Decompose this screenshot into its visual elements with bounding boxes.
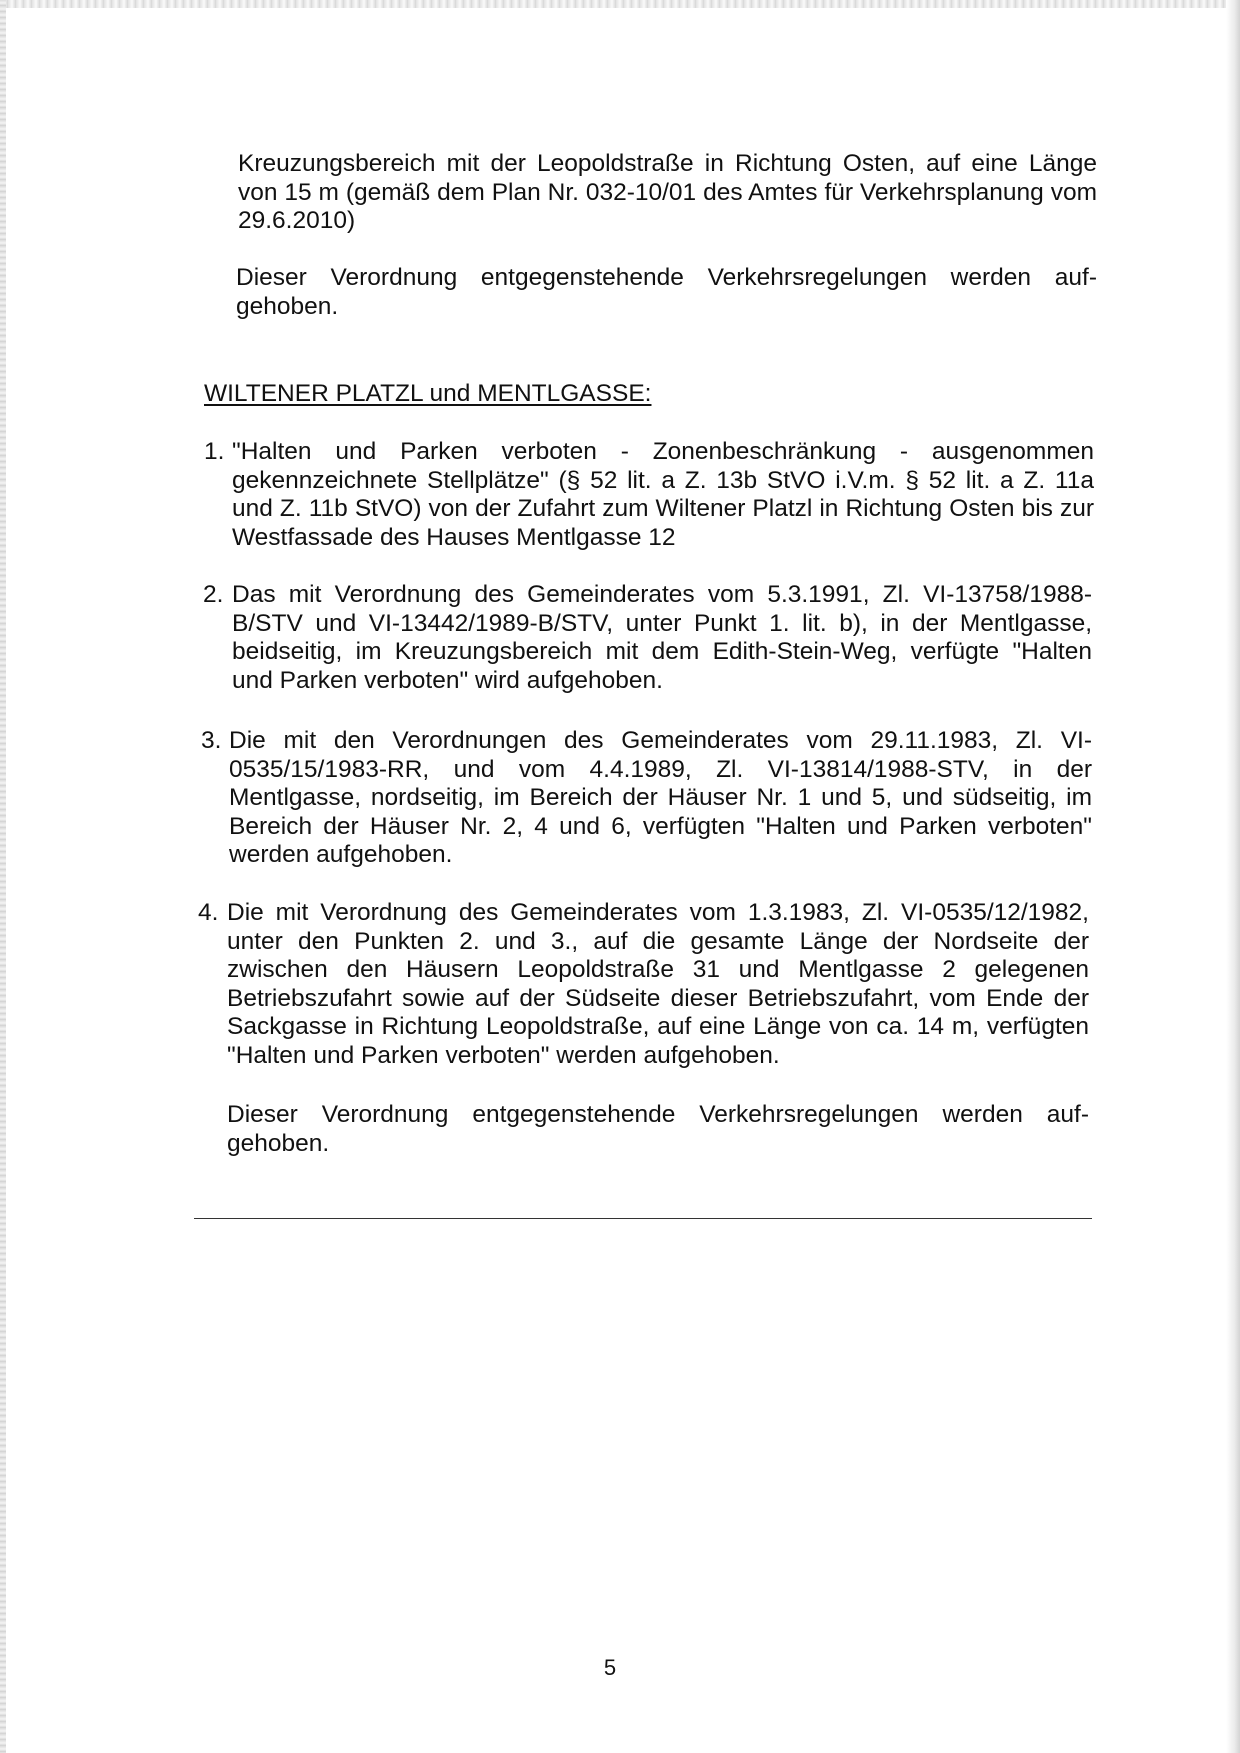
list-item-text: Die mit Verordnung des Gemeinderates vom 1.3.1983, Zl. VI-0535/12/1982, unter den Punkten 2. und 3., auf die gesamte Länge der Nordseite der zwischen den Häusern Leopoldstraße 31 und Mentlgasse 2 gelegenen Betriebszufahrt sowie auf der Südseite dieser Betriebszufahrt, vom Ende der Sackgasse in Richtung Leopoldstraße, auf eine Länge von ca. 14 m, verfügten "Halten und Parken verboten" werden aufgehoben. <box>227 899 1089 1069</box>
scan-edge-left <box>0 0 6 1753</box>
list-item-number: 1. <box>204 438 225 465</box>
intro-continuation-paragraph: Kreuzungsbereich mit der Leopoldstraße in Richtung Osten, auf eine Länge von 15 m (gemäß dem Plan Nr. 032-10/01 des Amtes für Verkehrsplanung vom 29.6.2010) <box>238 150 1097 234</box>
list-item-number: 2. <box>203 581 224 608</box>
list-item-number: 4. <box>198 899 219 926</box>
section-repeal-note: Dieser Verordnung entgegenstehende Verkehrsregelungen werden aufgehoben. <box>227 1101 1089 1157</box>
page-number: 5 <box>603 1655 617 1680</box>
list-item-text: Die mit den Verordnungen des Gemeinderates vom 29.11.1983, Zl. VI-0535/15/1983-RR, und vom 4.4.1989, Zl. VI-13814/1988-STV, in der Mentlgasse, nordseitig, im Bereich der Häuser Nr. 1 und 5, und südseitig, im Bereich der Häuser Nr. 2, 4 und 6, verfügten "Halten und Parken verboten" werden aufgehoben. <box>229 727 1092 868</box>
list-item-text: "Halten und Parken verboten - Zonenbeschränkung - ausgenommen gekennzeichnete Stellplätze" (§ 52 lit. a Z. 13b StVO i.V.m. § 52 lit. a Z. 11a und Z. 11b StVO) von der Zufahrt zum Wiltener Platzl in Richtung Osten bis zur Westfassade des Hauses Mentlgasse 12 <box>232 438 1094 551</box>
list-item-number: 3. <box>201 727 222 754</box>
closing-divider <box>194 1218 1092 1219</box>
section-heading: WILTENER PLATZL und MENTLGASSE: <box>204 380 652 407</box>
list-item-text: Das mit Verordnung des Gemeinderates vom 5.3.1991, Zl. VI-13758/1988-B/STV und VI-13442/1989-B/STV, unter Punkt 1. lit. b), in der Mentlgasse, beidseitig, im Kreuzungsbereich mit dem Edith-Stein-Weg, verfügte "Halten und Parken verboten" wird aufgehoben. <box>232 581 1092 694</box>
intro-repeal-note: Dieser Verordnung entgegenstehende Verkehrsregelungen werden aufgehoben. <box>236 264 1097 320</box>
scan-edge-right <box>1226 0 1240 1753</box>
scan-edge-top <box>0 0 1240 8</box>
